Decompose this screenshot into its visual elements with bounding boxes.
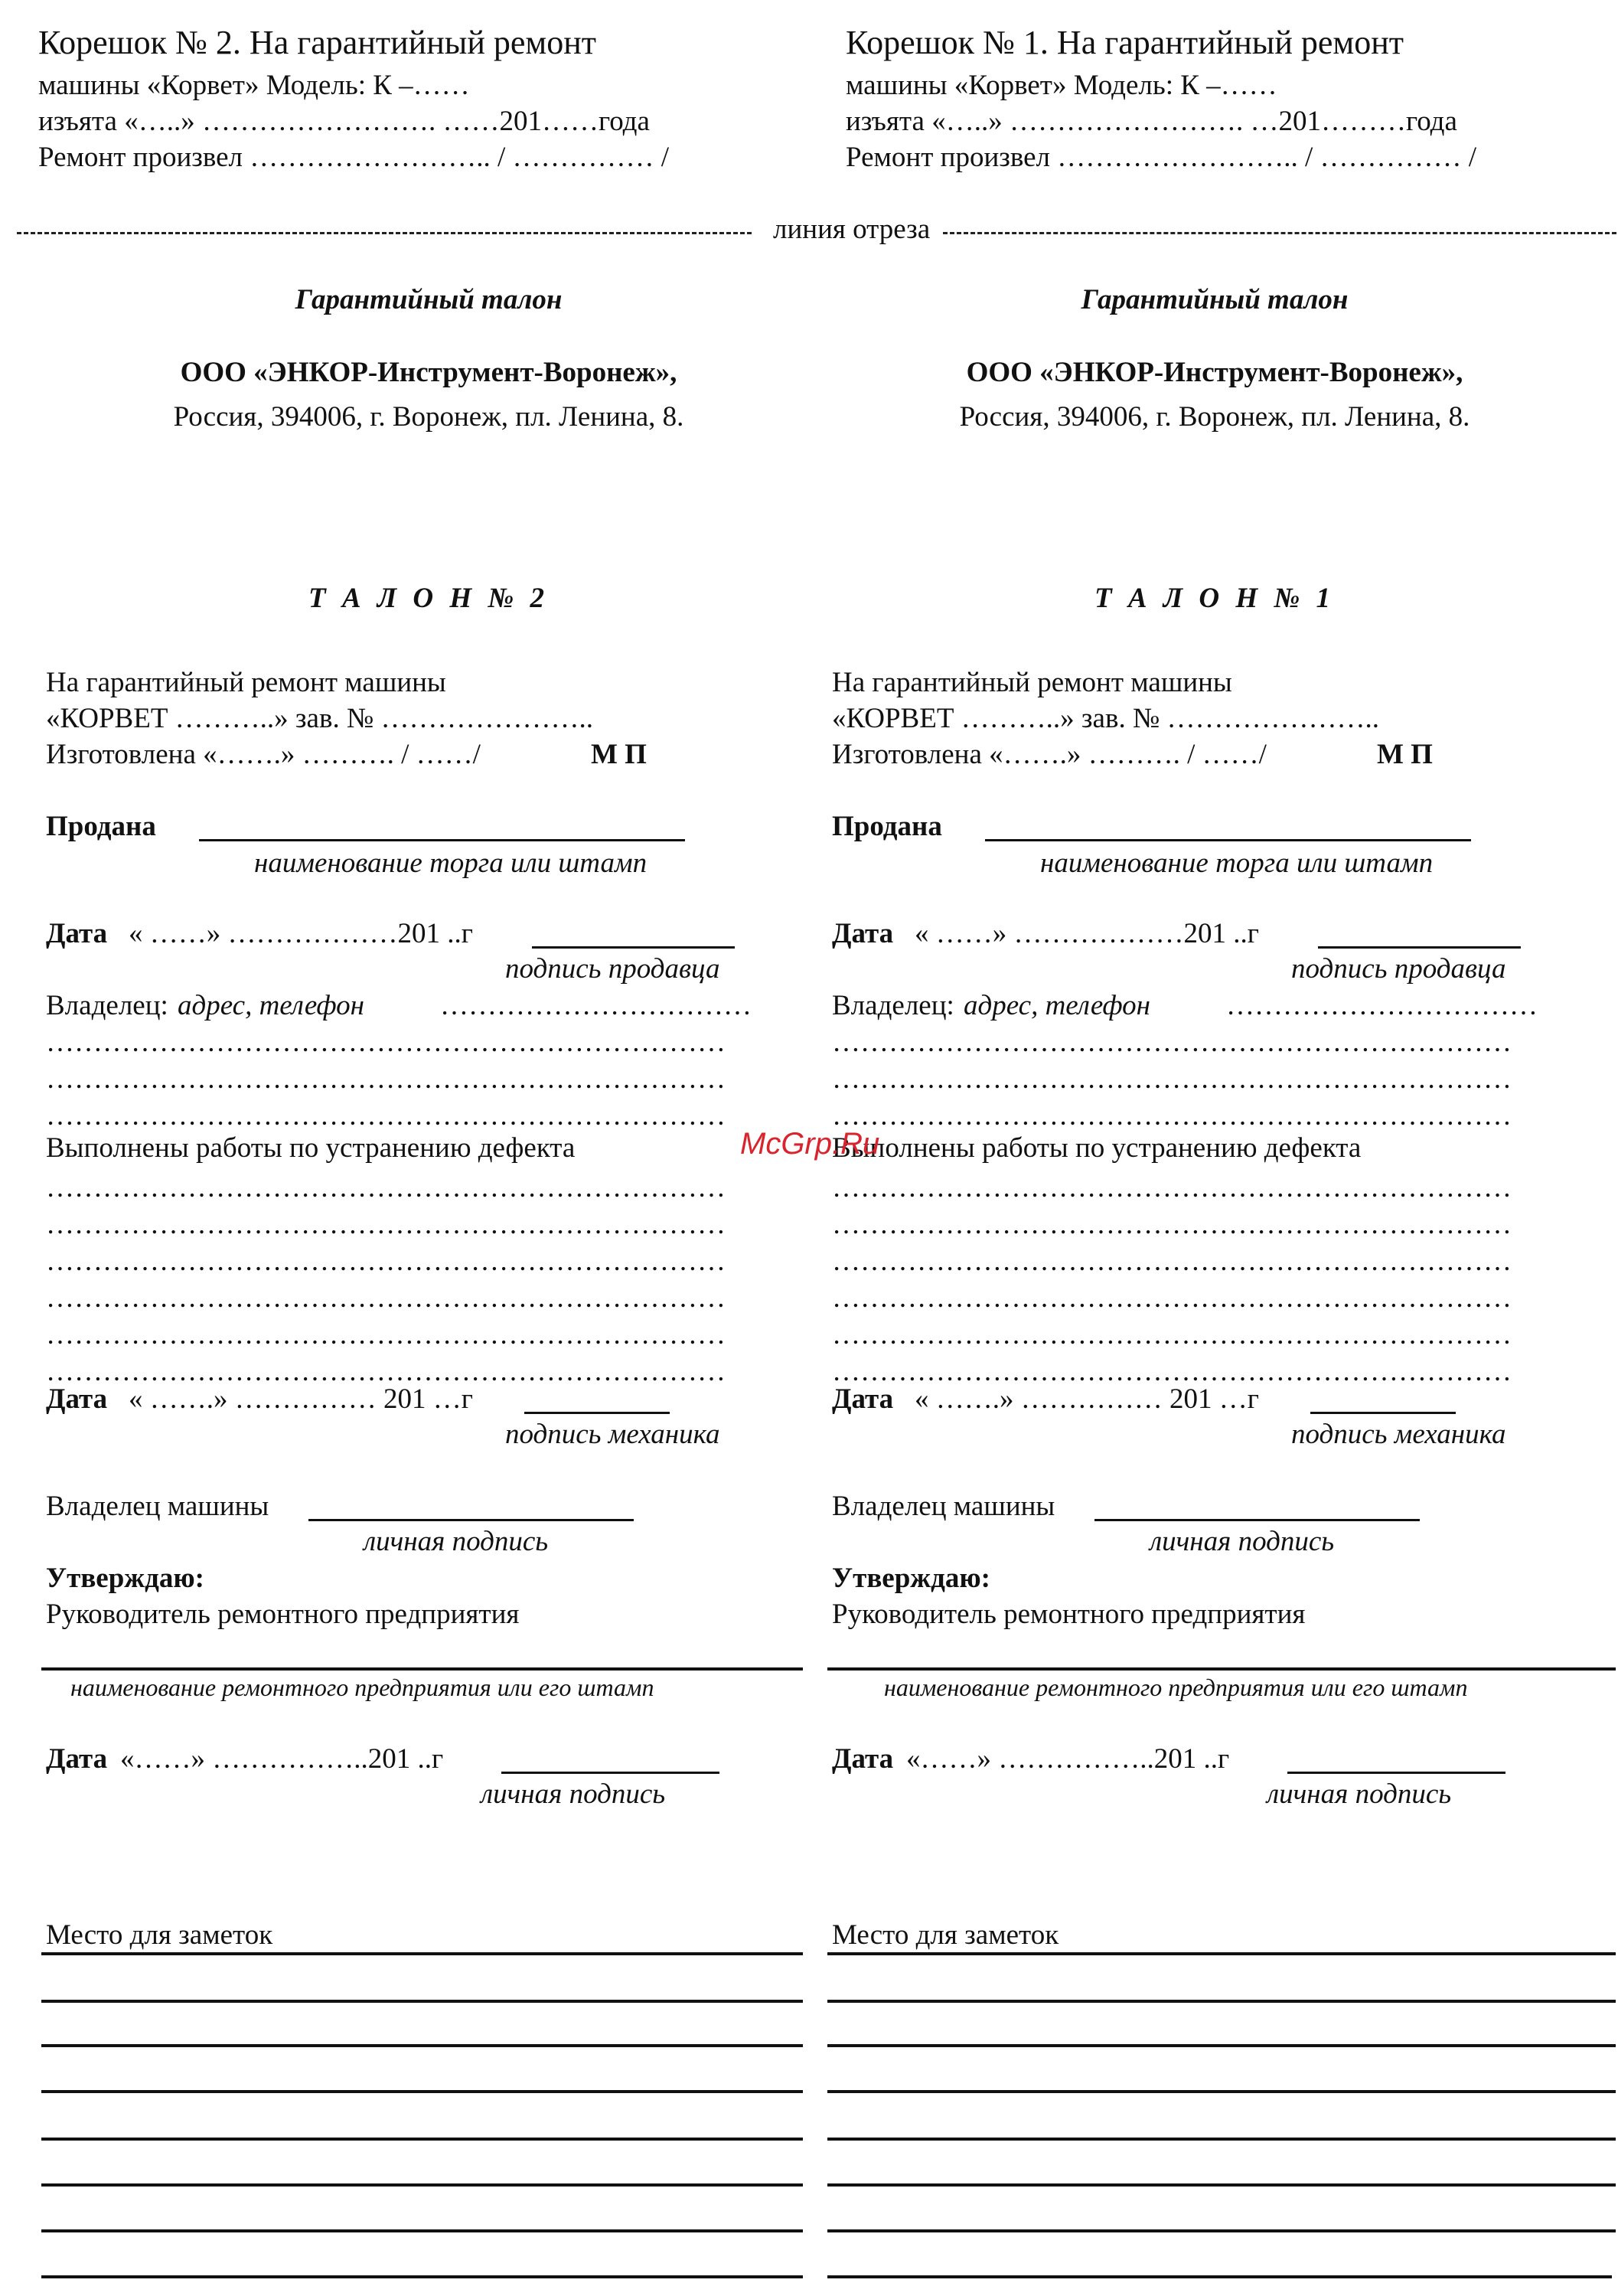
dotted-row: ……………………………………………………………… [46, 1209, 726, 1240]
date1-value: « ……» ………………201 ..г [915, 918, 1259, 949]
enterprise-caption: наименование ремонтного предприятия или его штамп [70, 1674, 654, 1701]
dotted-row: ……………………………………………………………… [46, 1319, 726, 1350]
date1-value: « ……» ………………201 ..г [129, 918, 473, 949]
stamp-place-mp: М П [1377, 739, 1433, 770]
notes-line [827, 2229, 1616, 2232]
notes-line [41, 1952, 803, 1955]
notes-line [41, 2229, 803, 2232]
head-label: Руководитель ремонтного предприятия [832, 1599, 1306, 1630]
repair-line2: «КОРВЕТ ………..» зав. № ………………….. [46, 703, 593, 734]
dotted-row: ……………………………………………………………… [46, 1282, 726, 1314]
coupon-2 [46, 0, 811, 2296]
notes-label: Место для заметок [832, 1919, 1059, 1951]
dotted-row: ……………………………………………………………… [832, 1172, 1512, 1204]
notes-label: Место для заметок [46, 1919, 273, 1951]
notes-line [827, 2138, 1616, 2141]
company-address: Россия, 394006, г. Воронеж, пл. Ленина, 8. [959, 401, 1470, 433]
mechanic-signature-line [1310, 1412, 1456, 1414]
dotted-row: ……………………………………………………………… [832, 1027, 1512, 1058]
notes-line [827, 2044, 1616, 2047]
date1-caption: подпись продавца [1291, 953, 1506, 985]
date3-value: «……» ……………..201 ..г [906, 1743, 1230, 1775]
date1-label: Дата [832, 918, 894, 949]
dotted-row: ……………………………………………………………… [832, 1282, 1512, 1314]
warranty-title: Гарантийный талон [1081, 284, 1349, 315]
sold-label: Продана [46, 811, 156, 842]
works-label: Выполнены работы по устранению дефекта [832, 1132, 1362, 1164]
dotted-row: ……………………………………………………………… [46, 1356, 726, 1387]
dotted-row: ……………………………………………………………… [46, 1063, 726, 1095]
talon-title: Т А Л О Н № 1 [1094, 583, 1336, 614]
cut-line-label: линия отреза [767, 213, 936, 246]
date1-label: Дата [46, 918, 108, 949]
notes-line [827, 2090, 1616, 2093]
company-name: ООО «ЭНКОР-Инструмент-Воронеж», [966, 357, 1463, 388]
owner-hint: адрес, телефон [178, 990, 364, 1021]
owner-signature-line [308, 1519, 634, 1521]
dotted-row: ……………………………………………………………… [832, 1246, 1512, 1277]
notes-line [41, 2044, 803, 2047]
date3-signature-line [1287, 1772, 1505, 1774]
warranty-title: Гарантийный талон [295, 284, 563, 315]
dotted-row: ……………………………………………………………… [46, 1246, 726, 1277]
owner-dots: …………………………… [440, 990, 752, 1021]
owner-label: Владелец: [46, 990, 168, 1021]
dotted-row: ……………………………………………………………… [832, 1319, 1512, 1350]
date2-caption: подпись механика [1291, 1419, 1506, 1450]
stub-repair-line: Ремонт произвел …………………….. / …………… / [38, 142, 670, 173]
notes-line [41, 2183, 803, 2187]
seller-signature-line [1318, 946, 1521, 949]
dotted-row: ……………………………………………………………… [46, 1100, 726, 1132]
notes-line [41, 2138, 803, 2141]
company-address: Россия, 394006, г. Воронеж, пл. Ленина, 8. [173, 401, 684, 433]
date2-label: Дата [832, 1383, 894, 1415]
sold-label: Продана [832, 811, 942, 842]
works-label: Выполнены работы по устранению дефекта [46, 1132, 576, 1164]
approve-label: Утверждаю: [46, 1563, 204, 1594]
date3-label: Дата [832, 1743, 894, 1775]
stub-title: Корешок № 1. На гарантийный ремонт [846, 24, 1404, 61]
owner-machine-caption: личная подпись [364, 1526, 549, 1557]
notes-line [41, 2275, 803, 2278]
notes-line [827, 2183, 1616, 2187]
sold-caption: наименование торга или штамп [254, 848, 648, 879]
notes-line [41, 2090, 803, 2093]
repair-line1: На гарантийный ремонт машины [832, 667, 1232, 698]
notes-line [41, 2000, 803, 2003]
date2-value: « …….» …………… 201 …г [129, 1383, 473, 1415]
watermark: McGrp.Ru [740, 1127, 880, 1161]
stamp-place-mp: М П [591, 739, 647, 770]
date2-label: Дата [46, 1383, 108, 1415]
date2-value: « …….» …………… 201 …г [915, 1383, 1259, 1415]
sold-signature-line [985, 839, 1471, 841]
dotted-row: ……………………………………………………………… [46, 1027, 726, 1058]
notes-line [827, 2275, 1612, 2278]
stub-machine-line: машины «Корвет» Модель: К –…… [846, 70, 1277, 101]
repair-line1: На гарантийный ремонт машины [46, 667, 446, 698]
date3-caption: личная подпись [481, 1778, 666, 1810]
enterprise-caption: наименование ремонтного предприятия или его штамп [884, 1674, 1468, 1701]
dotted-row: ……………………………………………………………… [46, 1172, 726, 1204]
enterprise-line [41, 1667, 803, 1671]
owner-label: Владелец: [832, 990, 954, 1021]
notes-line [827, 2000, 1616, 2003]
owner-machine-caption: личная подпись [1150, 1526, 1335, 1557]
stub-withdrawn-line: изъята «…..» ……………………. ……201……года [38, 106, 650, 137]
approve-label: Утверждаю: [832, 1563, 990, 1594]
owner-machine-label: Владелец машины [832, 1491, 1055, 1522]
talon-title: Т А Л О Н № 2 [308, 583, 550, 614]
coupon-1 [832, 0, 1597, 2296]
made-line: Изготовлена «…….» ………. / ……/ [832, 739, 1267, 770]
head-label: Руководитель ремонтного предприятия [46, 1599, 520, 1630]
owner-machine-label: Владелец машины [46, 1491, 269, 1522]
owner-hint: адрес, телефон [964, 990, 1150, 1021]
dotted-row: ……………………………………………………………… [832, 1209, 1512, 1240]
owner-signature-line [1094, 1519, 1420, 1521]
seller-signature-line [532, 946, 735, 949]
date1-caption: подпись продавца [505, 953, 720, 985]
mechanic-signature-line [524, 1412, 670, 1414]
company-name: ООО «ЭНКОР-Инструмент-Воронеж», [180, 357, 677, 388]
made-line: Изготовлена «…….» ………. / ……/ [46, 739, 481, 770]
date3-value: «……» ……………..201 ..г [120, 1743, 444, 1775]
dotted-row: ……………………………………………………………… [832, 1063, 1512, 1095]
notes-line [827, 1952, 1616, 1955]
date2-caption: подпись механика [505, 1419, 720, 1450]
enterprise-line [827, 1667, 1616, 1671]
dotted-row: ……………………………………………………………… [832, 1100, 1512, 1132]
dotted-row: ……………………………………………………………… [832, 1356, 1512, 1387]
date3-signature-line [501, 1772, 719, 1774]
date3-label: Дата [46, 1743, 108, 1775]
stub-title: Корешок № 2. На гарантийный ремонт [38, 24, 597, 61]
stub-withdrawn-line: изъята «…..» ……………………. …201………года [846, 106, 1457, 137]
sold-signature-line [199, 839, 685, 841]
stub-repair-line: Ремонт произвел …………………….. / …………… / [846, 142, 1477, 173]
owner-dots: …………………………… [1226, 990, 1538, 1021]
sold-caption: наименование торга или штамп [1040, 848, 1434, 879]
stub-machine-line: машины «Корвет» Модель: К –…… [38, 70, 470, 101]
date3-caption: личная подпись [1267, 1778, 1452, 1810]
repair-line2: «КОРВЕТ ………..» зав. № ………………….. [832, 703, 1379, 734]
